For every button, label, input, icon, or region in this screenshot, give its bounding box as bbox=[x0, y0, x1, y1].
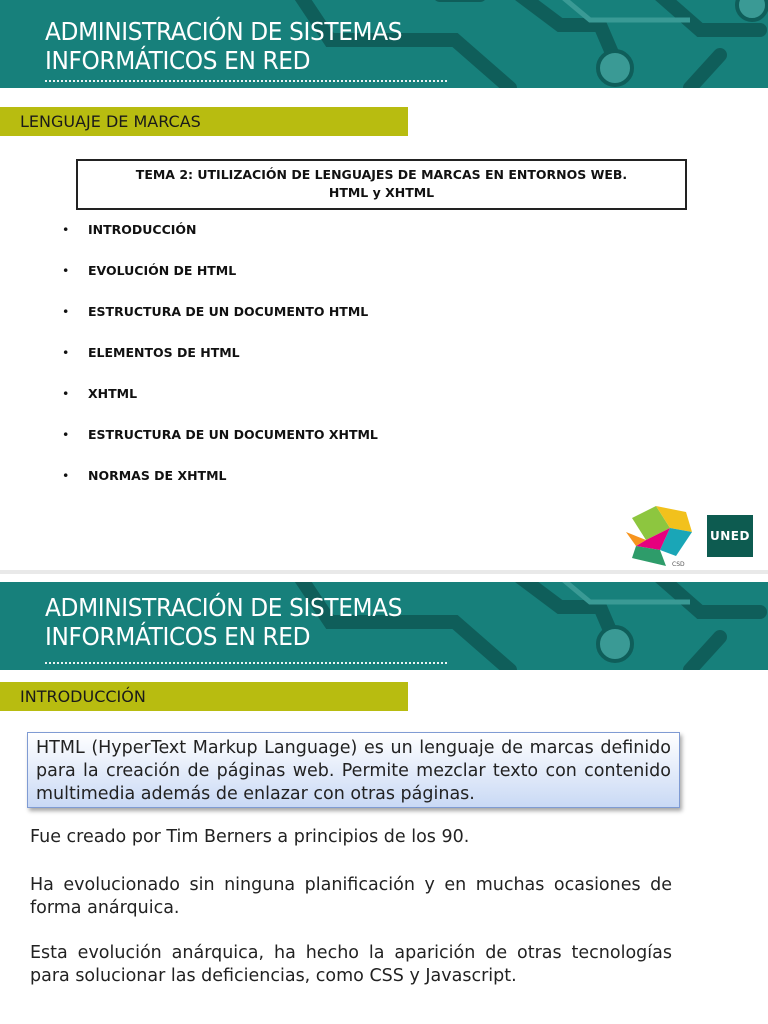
header-banner bbox=[0, 0, 768, 88]
banner-title-line1: ADMINISTRACIÓN DE SISTEMAS bbox=[45, 593, 403, 622]
header-banner bbox=[0, 582, 768, 670]
banner-title-line2: INFORMÁTICOS EN RED bbox=[45, 46, 311, 75]
topic-item: • XHTML bbox=[60, 385, 378, 426]
topic-list bbox=[60, 221, 378, 508]
definition-box: HTML (HyperText Markup Language) es un lenguaje de marcas definido para la creación de páginas web. Permite mezclar texto con contenido multimedia además de enlazar con otras páginas. bbox=[27, 732, 680, 808]
topic-item: • INTRODUCCIÓN bbox=[60, 221, 378, 262]
section-label-text: INTRODUCCIÓN bbox=[20, 687, 146, 706]
banner-title-line2: INFORMÁTICOS EN RED bbox=[45, 622, 311, 651]
slide-2 bbox=[0, 574, 768, 1024]
paragraph: Ha evolucionado sin ninguna planificación y en muchas ocasiones de forma anárquica. bbox=[30, 875, 672, 918]
csd-logo bbox=[626, 506, 698, 568]
topic-item: • NORMAS DE XHTML bbox=[60, 467, 378, 508]
banner-dotted-rule bbox=[45, 80, 447, 82]
topic-item: • EVOLUCIÓN DE HTML bbox=[60, 262, 378, 303]
section-label bbox=[0, 682, 408, 711]
section-label-text: LENGUAJE DE MARCAS bbox=[20, 112, 201, 131]
uned-logo: UNED bbox=[707, 515, 753, 557]
section-label bbox=[0, 107, 408, 136]
banner-title bbox=[45, 17, 402, 75]
paragraph: Esta evolución anárquica, ha hecho la aparición de otras tecnologías para solucionar las deficiencias, como CSS y Javascript. bbox=[30, 943, 672, 986]
topic-item: • ELEMENTOS DE HTML bbox=[60, 344, 378, 385]
paragraph: Fue creado por Tim Berners a principios de los 90. bbox=[30, 827, 470, 847]
tema-title-line1: TEMA 2: UTILIZACIÓN DE LENGUAJES DE MARCAS EN ENTORNOS WEB. bbox=[135, 167, 628, 182]
banner-dotted-rule bbox=[45, 662, 447, 664]
csd-logo-label: CSD bbox=[672, 561, 685, 568]
tema-title-line2: HTML y XHTML bbox=[328, 185, 435, 200]
topic-item: • ESTRUCTURA DE UN DOCUMENTO HTML bbox=[60, 303, 378, 344]
tema-title-box bbox=[76, 159, 687, 210]
topic-item: • ESTRUCTURA DE UN DOCUMENTO XHTML bbox=[60, 426, 378, 467]
banner-title-line1: ADMINISTRACIÓN DE SISTEMAS bbox=[45, 17, 403, 46]
banner-title bbox=[45, 593, 402, 651]
